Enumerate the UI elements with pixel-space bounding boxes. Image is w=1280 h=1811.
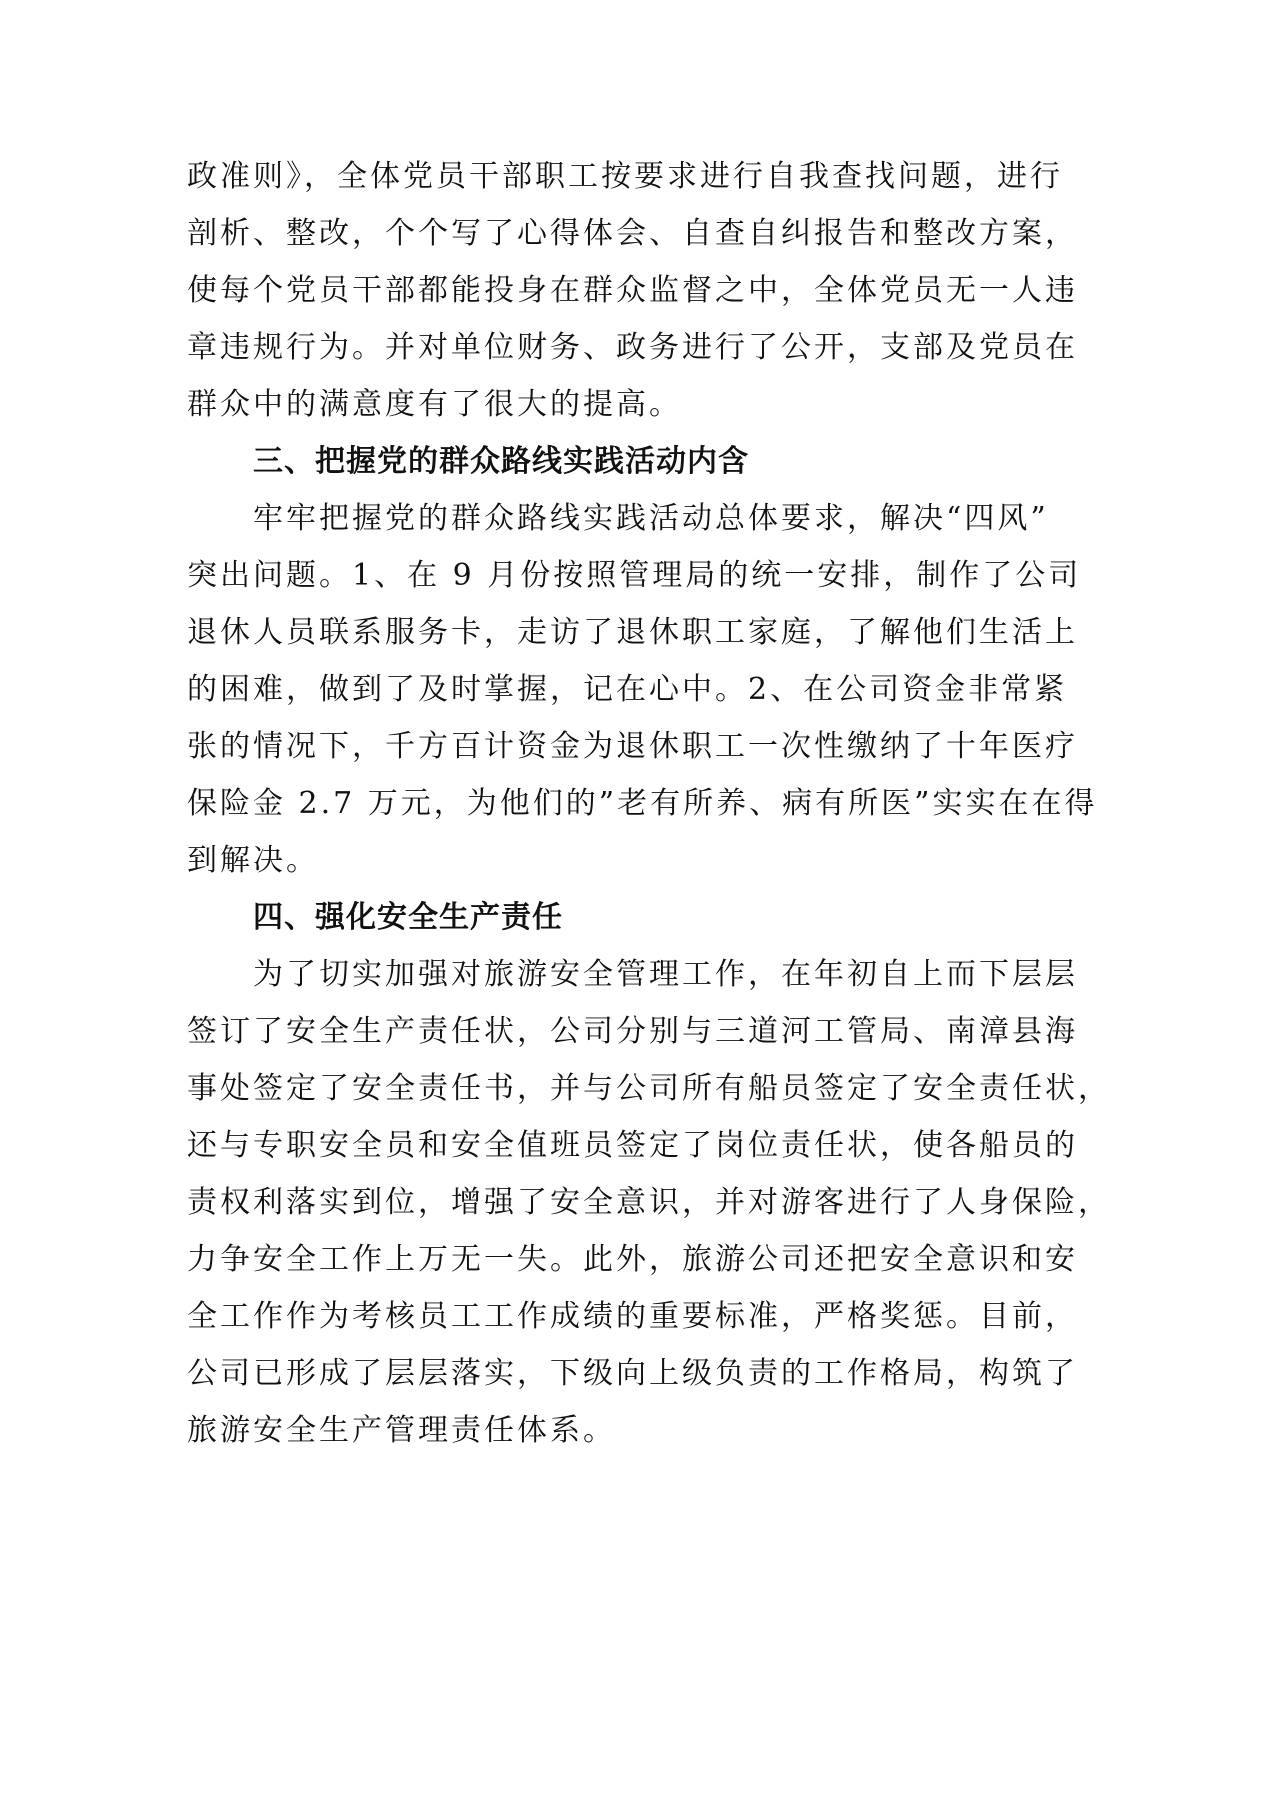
text-line: 签订了安全生产责任状，公司分别与三道河工管局、南漳县海 [187, 1014, 1078, 1049]
document-body [187, 148, 1112, 1459]
text-line: 全工作作为考核员工工作成绩的重要标准，严格奖惩。目前， [187, 1299, 1078, 1334]
text-line: 突出问题。1、在 9 月份按照管理局的统一安排，制作了公司 [187, 558, 1082, 593]
text-line: 公司已形成了层层落实，下级向上级负责的工作格局，构筑了 [187, 1356, 1078, 1391]
text-line: 力争安全工作上万无一失。此外，旅游公司还把安全意识和安 [187, 1242, 1078, 1277]
text-line: 责权利落实到位，增强了安全意识，并对游客进行了人身保险， [187, 1185, 1111, 1220]
section-heading-3: 三、把握党的群众路线实践活动内含 [253, 444, 749, 479]
text-line: 群众中的满意度有了很大的提高。 [187, 387, 682, 422]
paragraph-mass-line [187, 490, 1112, 889]
text-line: 到解决。 [187, 843, 319, 878]
text-line: 张的情况下，千方百计资金为退休职工一次性缴纳了十年医疗 [187, 729, 1078, 764]
text-line: 保险金 2.7 万元，为他们的”老有所养、病有所医”实实在在得 [187, 786, 1098, 821]
text-line: 退休人员联系服务卡，走访了退休职工家庭，了解他们生活上 [187, 615, 1078, 650]
text-line: 牢牢把握党的群众路线实践活动总体要求，解决“四风” [253, 501, 1049, 536]
text-line: 事处签定了安全责任书，并与公司所有船员签定了安全责任状， [187, 1071, 1111, 1106]
text-line: 剖析、整改，个个写了心得体会、自查自纠报告和整改方案， [187, 216, 1078, 251]
paragraph-safety-responsibility [187, 946, 1112, 1459]
text-line: 政准则》，全体党员干部职工按要求进行自我查找问题，进行 [187, 159, 1063, 194]
text-line: 旅游安全生产管理责任体系。 [187, 1413, 616, 1448]
text-line: 为了切实加强对旅游安全管理工作，在年初自上而下层层 [253, 957, 1078, 992]
text-line: 的困难，做到了及时掌握，记在心中。2、在公司资金非常紧 [187, 672, 1068, 707]
text-line: 使每个党员干部都能投身在群众监督之中，全体党员无一人违 [187, 273, 1078, 308]
section-heading-4: 四、强化安全生产责任 [253, 900, 563, 935]
text-line: 还与专职安全员和安全值班员签定了岗位责任状，使各船员的 [187, 1128, 1078, 1163]
text-line: 章违规行为。并对单位财务、政务进行了公开，支部及党员在 [187, 330, 1078, 365]
paragraph-party-discipline [187, 148, 1112, 433]
